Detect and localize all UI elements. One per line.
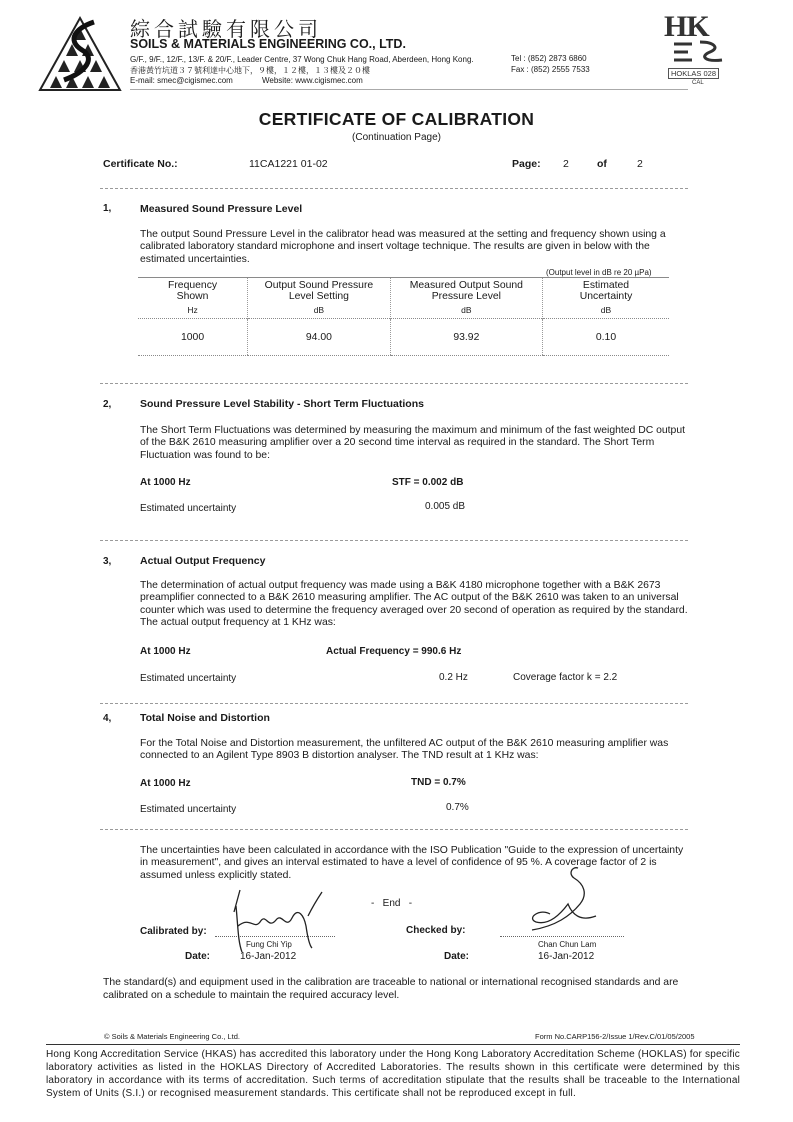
company-tel: Tel : (852) 2873 6860 <box>511 54 587 63</box>
hkas-accreditation-note: Hong Kong Accreditation Service (HKAS) has accredited this laboratory under the Hong Kong Laboratory Accreditation Scheme (HOKLAS) for specific laboratory activities as listed in the HOKLAS Directory of Accredited Laboratories. The results shown in this certificate were determined by this laboratory in accordance with its terms of accreditation. Such terms of accreditation stipulate that the results shall be traceable to the International System of Units (S.I.) or recognised measurement standards. This certificate shall not be reproduced except in full. <box>46 1049 740 1099</box>
page-total: 2 <box>637 158 643 170</box>
section4-unc-value: 0.7% <box>446 802 469 813</box>
header-unit: dB <box>313 305 325 315</box>
section3-unc-label: Estimated uncertainty <box>140 673 237 684</box>
company-name-cn: 綜合試驗有限公司 <box>130 17 322 41</box>
header-label: Frequency Shown <box>168 280 218 302</box>
hoklas-mark-icon <box>670 40 730 62</box>
company-fax: Fax : (852) 2555 7533 <box>511 65 590 74</box>
calibrated-date-label: Date: <box>185 951 211 962</box>
section1-text: The output Sound Pressure Level in the calibrator head was measured at the setting and frequency shown using a calibrated laboratory standard microphone and insert voltage technique. The results are given in below with the estimated uncertainties. <box>140 229 666 265</box>
header-unit: Hz <box>187 305 198 315</box>
certificate-no-value: 11CA1221 01-02 <box>249 158 328 170</box>
page-of-label: of <box>597 158 607 170</box>
header-measured-output <box>390 278 542 319</box>
page-number: 2 <box>563 158 569 170</box>
section2-heading: Sound Pressure Level Stability - Short Term Fluctuations <box>140 398 424 410</box>
calibrated-by-label: Calibrated by: <box>140 926 207 937</box>
letterhead-rule <box>130 89 688 90</box>
checked-by-label: Checked by: <box>406 925 466 936</box>
header-output-setting <box>248 278 391 319</box>
form-number: Form No.CARP156-2/Issue 1/Rev.C/01/05/2005 <box>535 1032 695 1041</box>
hoklas-number: HOKLAS 028 <box>668 68 719 79</box>
section3-heading: Actual Output Frequency <box>140 555 266 567</box>
section3-coverage: Coverage factor k = 2.2 <box>513 672 618 683</box>
header-unit: dB <box>461 305 472 315</box>
table-note: (Output level in dB re 20 µPa) <box>546 268 652 277</box>
hoklas-logo <box>664 10 744 90</box>
certificate-no-label: Certificate No.: <box>103 158 178 170</box>
checked-signature-line <box>500 936 624 937</box>
cell-frequency: 1000 <box>138 319 248 356</box>
divider <box>100 383 688 384</box>
section1-number: 1, <box>103 203 112 214</box>
section4-unc-label: Estimated uncertainty <box>140 804 237 815</box>
page-label: Page: <box>512 158 541 170</box>
section3-number: 3, <box>103 556 112 567</box>
section3-text: The determination of actual output frequency was made using a B&K 4180 microphone together with a B&K 2673 preamplifier connected to a B&K 2610 measuring amplifier. The AC output of the B&K 2610 was taken to an universal counter which was used to determine the frequency averaged over 20 second of operation as required by the standard. The actual output frequency at 1 KHz was: <box>140 580 688 629</box>
section3-result: Actual Frequency = 990.6 Hz <box>326 646 462 657</box>
header-label: Estimated Uncertainty <box>579 280 633 302</box>
calibrated-date: 16-Jan-2012 <box>240 951 297 962</box>
section4-number: 4, <box>103 713 112 724</box>
hoklas-letters: HK <box>664 10 709 43</box>
company-address-en: G/F., 9/F., 12/F., 13/F. & 20/F., Leader Centre, 37 Wong Chuk Hang Road, Aberdeen, Hong Kong. <box>130 55 474 64</box>
section3-at-label: At 1000 Hz <box>140 646 191 657</box>
company-name-en: SOILS & MATERIALS ENGINEERING CO., LTD. <box>130 37 406 51</box>
checked-date-label: Date: <box>444 951 470 962</box>
traceability-statement: The standard(s) and equipment used in the calibration are traceable to national or international recognised standards and are calibrated on a schedule to maintain the required accuracy level. <box>103 977 679 1001</box>
footer-rule <box>46 1044 740 1045</box>
section4-result: TND = 0.7% <box>411 777 466 788</box>
header-label: Output Sound Pressure Level Setting <box>264 280 374 302</box>
uncertainty-note: The uncertainties have been calculated in accordance with the ISO Publication "Guide to the expression of uncertainty in measurement", and gives an interval estimated to have a level of confidence of 95 %. A coverage factor of 2 is assumed unless explicitly stated. <box>140 845 684 881</box>
header-unit: dB <box>600 305 612 315</box>
certificate-title: CERTIFICATE OF CALIBRATION <box>258 109 535 129</box>
section4-heading: Total Noise and Distortion <box>140 712 270 724</box>
section3-unc-value: 0.2 Hz <box>439 672 468 683</box>
company-website: Website: www.cigismec.com <box>262 76 363 85</box>
divider <box>100 540 688 541</box>
copyright: © Soils & Materials Engineering Co., Ltd. <box>104 1032 241 1041</box>
header-frequency <box>138 278 248 319</box>
section2-number: 2, <box>103 399 112 410</box>
hoklas-cal: CAL <box>692 80 704 86</box>
divider <box>100 829 688 830</box>
section2-result: STF = 0.002 dB <box>392 477 464 488</box>
checked-signature <box>510 864 610 934</box>
checked-by-name: Chan Chun Lam <box>538 940 597 949</box>
section2-unc-label: Estimated uncertainty <box>140 503 237 514</box>
section1-heading: Measured Sound Pressure Level <box>140 203 303 215</box>
calibrated-by-name: Fung Chi Yip <box>246 940 292 949</box>
end-marker: - End - <box>371 898 413 909</box>
company-address-cn: 香港黃竹坑道３７號利達中心地下，９樓，１２樓，１３樓及２０樓 <box>130 66 370 75</box>
divider <box>100 703 688 704</box>
section2-text: The Short Term Fluctuations was determined by measuring the maximum and minimum of the fast weighted DC output of the B&K 2610 measuring amplifier over a 20 second time interval as required in the standard. The Short Term Fluctuation was found to be: <box>140 425 685 461</box>
section2-unc-value: 0.005 dB <box>425 501 466 512</box>
company-email: E-mail: smec@cigismec.com <box>130 76 233 85</box>
section2-at-label: At 1000 Hz <box>140 477 191 488</box>
measurement-table <box>138 277 669 356</box>
checked-date: 16-Jan-2012 <box>538 951 595 962</box>
cell-output-setting: 94.00 <box>248 319 391 356</box>
cell-measured-output: 93.92 <box>390 319 542 356</box>
table-row <box>138 319 669 356</box>
divider <box>100 188 688 189</box>
company-logo <box>36 14 124 94</box>
header-label: Measured Output Sound Pressure Level <box>409 280 523 302</box>
section4-at-label: At 1000 Hz <box>140 778 191 789</box>
certificate-subtitle: (Continuation Page) <box>352 132 441 143</box>
cell-uncertainty: 0.10 <box>543 319 670 356</box>
header-uncertainty <box>543 278 670 319</box>
section4-text: For the Total Noise and Distortion measurement, the unfiltered AC output of the B&K 2610 measuring amplifier was connected to an Agilent Type 8903 B distortion analyser. The TND result at 1 KHz was: <box>140 738 669 762</box>
